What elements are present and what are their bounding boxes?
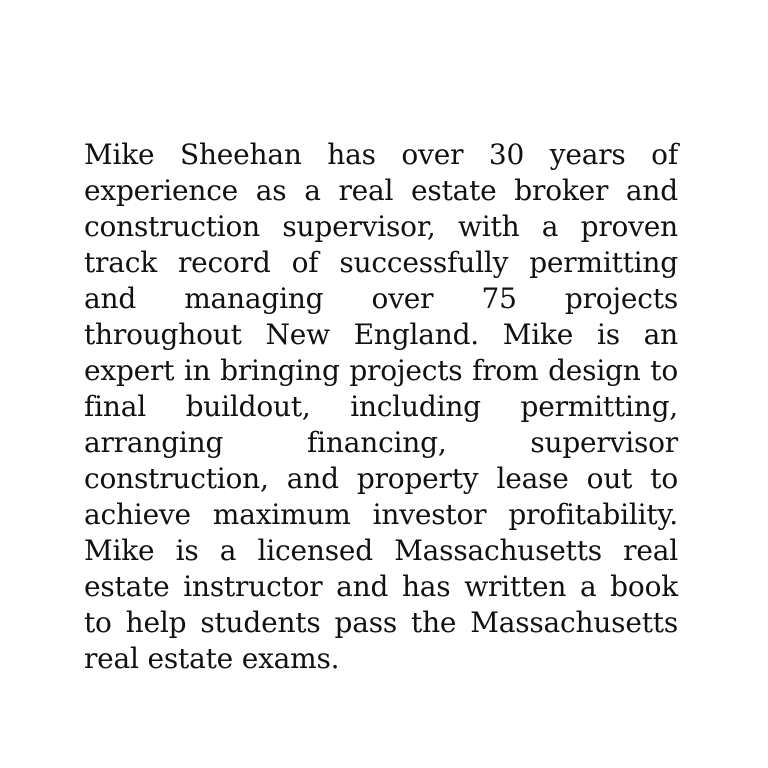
bio-paragraph: Mike Sheehan has over 30 years of experience as a real estate broker and construction supervisor, with a proven track record of successfully permitting and managing over 75 projects throughout New England. Mike is an expert in bringing projects from design to final buildout, including permitting, arranging financing, supervisor construction, and property lease out to achieve maximum investor profitability. Mike is a licensed Massachusetts real estate instructor and has written a book to help students pass the Massachusetts real estate exams. <box>84 138 678 675</box>
